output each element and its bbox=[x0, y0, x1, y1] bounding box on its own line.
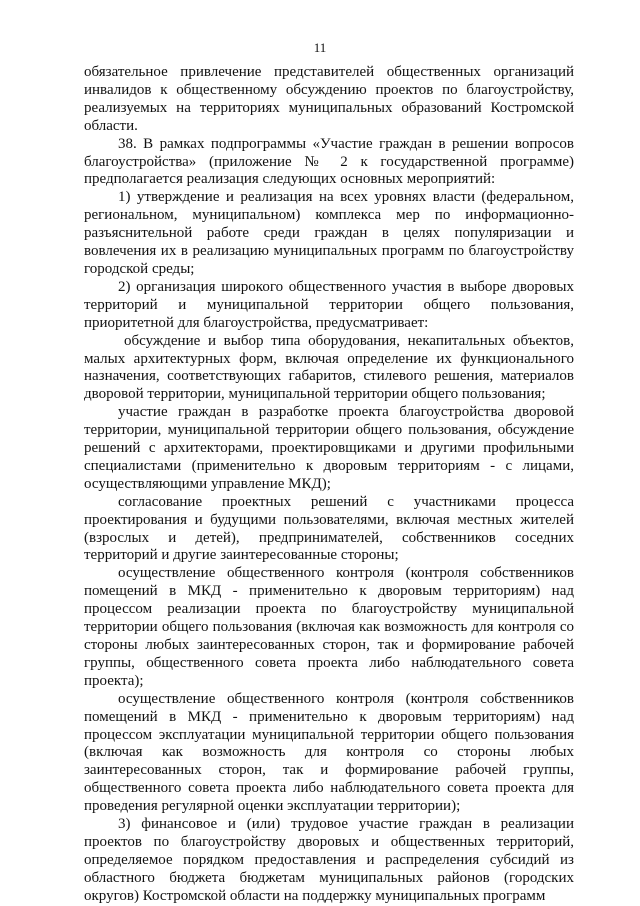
paragraph-measure-2: 2) организация широкого общественного участия в выборе дворовых территорий и муниципальной территории общего пользования, приоритетной для благоустройства, предусматривает: bbox=[84, 278, 574, 331]
paragraph-item-38: 38. В рамках подпрограммы «Участие граждан в решении вопросов благоустройства» (приложение № 2 к государственной программе) предполагается реализация следующих основных мероприятий: bbox=[84, 135, 574, 188]
paragraph-measure-3: 3) финансовое и (или) трудовое участие граждан в реализации проектов по благоустройству дворовых и общественных территорий, определяемое порядком предоставления и распределения субсидий из областного бюджета бюджетам муниципальных районов (городских округов) Костромской области на поддержку муниципальных программ bbox=[84, 816, 574, 904]
paragraph-continuation: обязательное привлечение представителей общественных организаций инвалидов к общественному обсуждению проектов по благоустройству, реализуемых на территориях муниципальных образований Костромской области. bbox=[84, 64, 574, 134]
paragraph-subitem-participation: участие граждан в разработке проекта благоустройства дворовой территории, муниципальной территории общего пользования, обсуждение решений с архитекторами, проектировщиками и другими профильными специалистами (применительно к дворовым территориям - с лицами, осуществляющими управление МКД); bbox=[84, 404, 574, 492]
paragraph-subitem-control-implementation: осуществление общественного контроля (контроля собственников помещений в МКД - применительно к дворовым территориям) над процессом реализации проекта по благоустройству муниципальной территории общего пользования (включая как возможность для контроля со стороны любых заинтересованных сторон, так и формирование рабочей группы, общественного совета проекта либо наблюдательного совета проекта); bbox=[84, 565, 574, 689]
page-number: 11 bbox=[313, 40, 327, 55]
paragraph-measure-1: 1) утверждение и реализация на всех уровнях власти (федеральном, региональном, муниципальном) комплекса мер по информационно-разъяснительной работе среди граждан в целях популяризации и вовлечения их в реализацию муниципальных программ по благоустройству городской среды; bbox=[84, 189, 574, 277]
paragraph-subitem-approval: согласование проектных решений с участниками процесса проектирования и будущими пользователями, включая местных жителей (взрослых и детей), предпринимателей, собственников соседних территорий и другие заинтересованные стороны; bbox=[84, 493, 574, 564]
paragraph-subitem-discussion: обсуждение и выбор типа оборудования, некапитальных объектов, малых архитектурных форм, включая определение их функционального назначения, соответствующих габаритов, стилевого решения, материалов дворовой территории, муниципальной территории общего пользования; bbox=[84, 332, 574, 403]
document-body bbox=[84, 64, 574, 906]
paragraph-subitem-control-operation: осуществление общественного контроля (контроля собственников помещений в МКД - применительно к дворовым территориям) над процессом эксплуатации муниципальной территории общего пользования (включая как возможность для контроля со стороны любых заинтересованных сторон, так и формирование рабочей группы, общественного совета проекта либо наблюдательного совета проекта для проведения регулярной оценки эксплуатации территории); bbox=[84, 690, 574, 815]
